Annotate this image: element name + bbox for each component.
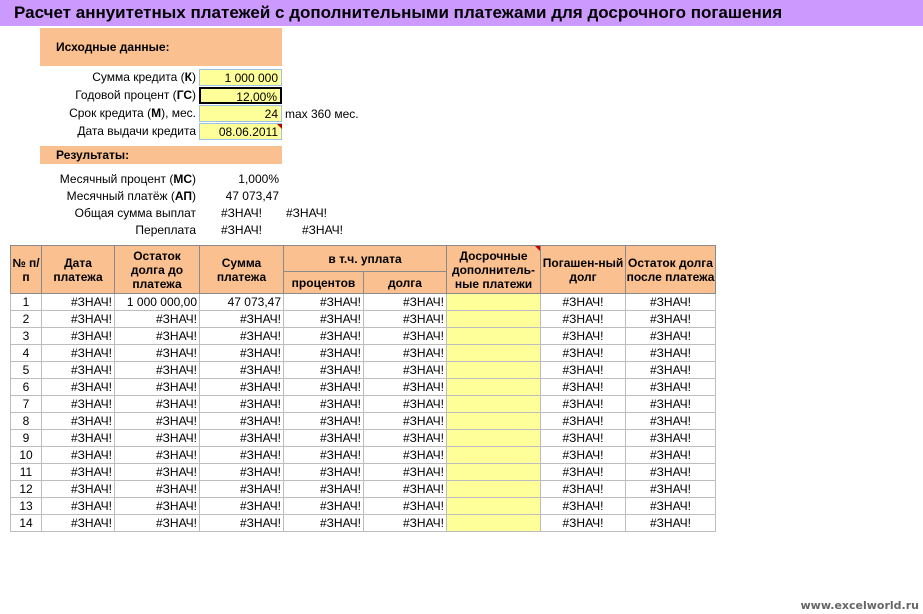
cell-extra[interactable]	[447, 413, 541, 430]
sheet-title: Расчет аннуитетных платежей с дополнительными платежами для досрочного погашения	[0, 0, 923, 26]
cell-interest[interactable]: #ЗНАЧ!	[284, 396, 364, 413]
cell-balance-after[interactable]: #ЗНАЧ!	[626, 515, 716, 532]
cell-interest[interactable]: #ЗНАЧ!	[284, 311, 364, 328]
cell-num[interactable]: 3	[11, 328, 42, 345]
cell-balance-after[interactable]: #ЗНАЧ!	[626, 464, 716, 481]
cell-balance-before[interactable]: #ЗНАЧ!	[115, 515, 200, 532]
cell-date[interactable]: #ЗНАЧ!	[42, 362, 115, 379]
cell-repaid[interactable]: #ЗНАЧ!	[541, 345, 626, 362]
cell-payment[interactable]: #ЗНАЧ!	[200, 379, 284, 396]
cell-extra[interactable]	[447, 362, 541, 379]
cell-balance-before[interactable]: #ЗНАЧ!	[115, 498, 200, 515]
cell-interest[interactable]: #ЗНАЧ!	[284, 379, 364, 396]
cell-interest[interactable]: #ЗНАЧ!	[284, 498, 364, 515]
cell-balance-after[interactable]: #ЗНАЧ!	[626, 379, 716, 396]
cell-balance-after[interactable]: #ЗНАЧ!	[626, 294, 716, 311]
comment-marker-icon[interactable]	[535, 246, 540, 251]
table-row	[11, 379, 716, 396]
total-value-2: #ЗНАЧ!	[286, 206, 327, 220]
cell-balance-before[interactable]: 1 000 000,00	[115, 294, 200, 311]
cell-interest[interactable]: #ЗНАЧ!	[284, 362, 364, 379]
cell-num[interactable]: 13	[11, 498, 42, 515]
cell-interest[interactable]: #ЗНАЧ!	[284, 515, 364, 532]
cell-balance-after[interactable]: #ЗНАЧ!	[626, 430, 716, 447]
cell-date[interactable]: #ЗНАЧ!	[42, 396, 115, 413]
cell-date[interactable]: #ЗНАЧ!	[42, 328, 115, 345]
cell-debt[interactable]: #ЗНАЧ!	[364, 294, 447, 311]
cell-payment[interactable]: #ЗНАЧ!	[200, 362, 284, 379]
loan-amount-input[interactable]: 1 000 000	[199, 69, 282, 86]
cell-balance-after[interactable]: #ЗНАЧ!	[626, 345, 716, 362]
cell-extra[interactable]	[447, 311, 541, 328]
cell-num[interactable]: 7	[11, 396, 42, 413]
cell-repaid[interactable]: #ЗНАЧ!	[541, 362, 626, 379]
cell-payment[interactable]: #ЗНАЧ!	[200, 430, 284, 447]
cell-repaid[interactable]: #ЗНАЧ!	[541, 396, 626, 413]
col-header-payment: Сумма платежа	[200, 246, 284, 294]
cell-extra[interactable]	[447, 294, 541, 311]
loan-amount-label: Сумма кредита (К)	[92, 70, 196, 84]
cell-date[interactable]: #ЗНАЧ!	[42, 481, 115, 498]
overpay-value-2: #ЗНАЧ!	[302, 223, 343, 237]
cell-num[interactable]: 4	[11, 345, 42, 362]
term-label: Срок кредита (М), мес.	[69, 106, 196, 120]
col-header-interest: процентов	[284, 272, 364, 294]
cell-payment[interactable]: #ЗНАЧ!	[200, 311, 284, 328]
table-row	[11, 481, 716, 498]
table-row	[11, 515, 716, 532]
overpay-label: Переплата	[135, 223, 196, 237]
table-row	[11, 447, 716, 464]
cell-balance-after[interactable]: #ЗНАЧ!	[626, 362, 716, 379]
cell-payment[interactable]: #ЗНАЧ!	[200, 396, 284, 413]
table-row	[11, 311, 716, 328]
cell-payment[interactable]: #ЗНАЧ!	[200, 413, 284, 430]
cell-balance-after[interactable]: #ЗНАЧ!	[626, 498, 716, 515]
cell-date[interactable]: #ЗНАЧ!	[42, 464, 115, 481]
cell-num[interactable]: 12	[11, 481, 42, 498]
cell-repaid[interactable]: #ЗНАЧ!	[541, 294, 626, 311]
cell-num[interactable]: 2	[11, 311, 42, 328]
cell-repaid[interactable]: #ЗНАЧ!	[541, 498, 626, 515]
cell-num[interactable]: 8	[11, 413, 42, 430]
cell-debt[interactable]: #ЗНАЧ!	[364, 481, 447, 498]
table-row	[11, 345, 716, 362]
cell-date[interactable]: #ЗНАЧ!	[42, 430, 115, 447]
monthly-rate-label: Месячный процент (МС)	[59, 172, 196, 186]
table-row	[11, 430, 716, 447]
cell-debt[interactable]: #ЗНАЧ!	[364, 413, 447, 430]
cell-extra[interactable]	[447, 379, 541, 396]
monthly-payment-label: Месячный платёж (АП)	[66, 189, 196, 203]
cell-interest[interactable]: #ЗНАЧ!	[284, 413, 364, 430]
table-row	[11, 413, 716, 430]
cell-interest[interactable]: #ЗНАЧ!	[284, 447, 364, 464]
cell-debt[interactable]: #ЗНАЧ!	[364, 345, 447, 362]
col-header-num: № п/п	[11, 246, 42, 294]
cell-balance-before[interactable]: #ЗНАЧ!	[115, 396, 200, 413]
cell-debt[interactable]: #ЗНАЧ!	[364, 396, 447, 413]
cell-repaid[interactable]: #ЗНАЧ!	[541, 413, 626, 430]
cell-repaid[interactable]: #ЗНАЧ!	[541, 464, 626, 481]
cell-repaid[interactable]: #ЗНАЧ!	[541, 447, 626, 464]
cell-balance-after[interactable]: #ЗНАЧ!	[626, 311, 716, 328]
cell-balance-after[interactable]: #ЗНАЧ!	[626, 396, 716, 413]
cell-repaid[interactable]: #ЗНАЧ!	[541, 379, 626, 396]
cell-balance-after[interactable]: #ЗНАЧ!	[626, 447, 716, 464]
cell-balance-after[interactable]: #ЗНАЧ!	[626, 481, 716, 498]
cell-num[interactable]: 5	[11, 362, 42, 379]
cell-interest[interactable]: #ЗНАЧ!	[284, 294, 364, 311]
cell-debt[interactable]: #ЗНАЧ!	[364, 515, 447, 532]
cell-interest[interactable]: #ЗНАЧ!	[284, 464, 364, 481]
cell-extra[interactable]	[447, 447, 541, 464]
cell-extra[interactable]	[447, 396, 541, 413]
cell-balance-before[interactable]: #ЗНАЧ!	[115, 447, 200, 464]
cell-repaid[interactable]: #ЗНАЧ!	[541, 515, 626, 532]
cell-num[interactable]: 6	[11, 379, 42, 396]
cell-repaid[interactable]: #ЗНАЧ!	[541, 430, 626, 447]
cell-balance-before[interactable]: #ЗНАЧ!	[115, 413, 200, 430]
table-row	[11, 396, 716, 413]
cell-balance-before[interactable]: #ЗНАЧ!	[115, 345, 200, 362]
monthly-payment-value: 47 073,47	[225, 189, 279, 203]
cell-extra[interactable]	[447, 328, 541, 345]
col-header-balance-after: Остаток долга после платежа	[626, 246, 716, 294]
cell-debt[interactable]: #ЗНАЧ!	[364, 311, 447, 328]
table-row	[11, 328, 716, 345]
cell-balance-before[interactable]: #ЗНАЧ!	[115, 328, 200, 345]
cell-payment[interactable]: 47 073,47	[200, 294, 284, 311]
cell-date[interactable]: #ЗНАЧ!	[42, 311, 115, 328]
cell-payment[interactable]: #ЗНАЧ!	[200, 481, 284, 498]
cell-debt[interactable]: #ЗНАЧ!	[364, 447, 447, 464]
issue-date-label: Дата выдачи кредита	[77, 124, 196, 138]
cell-interest[interactable]: #ЗНАЧ!	[284, 481, 364, 498]
cell-num[interactable]: 9	[11, 430, 42, 447]
cell-payment[interactable]: #ЗНАЧ!	[200, 464, 284, 481]
inputs-header-label: Исходные данные:	[56, 40, 170, 54]
col-header-repaid: Погашен-ный долг	[541, 246, 626, 294]
cell-balance-before[interactable]: #ЗНАЧ!	[115, 481, 200, 498]
cell-interest[interactable]: #ЗНАЧ!	[284, 430, 364, 447]
cell-debt[interactable]: #ЗНАЧ!	[364, 464, 447, 481]
cell-extra[interactable]	[447, 481, 541, 498]
overpay-value-1: #ЗНАЧ!	[221, 223, 262, 237]
cell-date[interactable]: #ЗНАЧ!	[42, 447, 115, 464]
cell-date[interactable]: #ЗНАЧ!	[42, 515, 115, 532]
cell-date[interactable]: #ЗНАЧ!	[42, 294, 115, 311]
cell-num[interactable]: 14	[11, 515, 42, 532]
inputs-header	[40, 28, 282, 66]
cell-extra[interactable]	[447, 345, 541, 362]
cell-date[interactable]: #ЗНАЧ!	[42, 379, 115, 396]
cell-payment[interactable]: #ЗНАЧ!	[200, 447, 284, 464]
payment-schedule-table	[10, 245, 716, 532]
cell-num[interactable]: 11	[11, 464, 42, 481]
cell-interest[interactable]: #ЗНАЧ!	[284, 345, 364, 362]
table-row	[11, 464, 716, 481]
cell-debt[interactable]: #ЗНАЧ!	[364, 328, 447, 345]
comment-marker-icon[interactable]	[277, 124, 282, 129]
total-value-1: #ЗНАЧ!	[221, 206, 262, 220]
table-row	[11, 294, 716, 311]
cell-balance-before[interactable]: #ЗНАЧ!	[115, 362, 200, 379]
cell-balance-before[interactable]: #ЗНАЧ!	[115, 311, 200, 328]
monthly-rate-value: 1,000%	[238, 172, 279, 186]
cell-num[interactable]: 10	[11, 447, 42, 464]
cell-payment[interactable]: #ЗНАЧ!	[200, 515, 284, 532]
cell-debt[interactable]: #ЗНАЧ!	[364, 498, 447, 515]
cell-date[interactable]: #ЗНАЧ!	[42, 413, 115, 430]
issue-date-input[interactable]: 08.06.2011	[199, 123, 282, 140]
term-input[interactable]: 24	[199, 105, 282, 122]
table-row	[11, 498, 716, 515]
cell-date[interactable]: #ЗНАЧ!	[42, 498, 115, 515]
term-note: max 360 мес.	[285, 107, 359, 121]
cell-repaid[interactable]: #ЗНАЧ!	[541, 481, 626, 498]
cell-repaid[interactable]: #ЗНАЧ!	[541, 311, 626, 328]
cell-date[interactable]: #ЗНАЧ!	[42, 345, 115, 362]
results-header-label: Результаты:	[56, 148, 130, 162]
cell-num[interactable]: 1	[11, 294, 42, 311]
col-header-balance-before: Остаток долга до платежа	[115, 246, 200, 294]
cell-repaid[interactable]: #ЗНАЧ!	[541, 328, 626, 345]
cell-balance-before[interactable]: #ЗНАЧ!	[115, 430, 200, 447]
results-header	[40, 146, 282, 164]
cell-debt[interactable]: #ЗНАЧ!	[364, 362, 447, 379]
cell-balance-after[interactable]: #ЗНАЧ!	[626, 413, 716, 430]
cell-balance-before[interactable]: #ЗНАЧ!	[115, 464, 200, 481]
cell-extra[interactable]	[447, 498, 541, 515]
cell-extra[interactable]	[447, 515, 541, 532]
cell-extra[interactable]	[447, 430, 541, 447]
col-header-incl: в т.ч. уплата	[284, 246, 447, 272]
col-header-extra: Досрочные дополнитель-ные платежи	[447, 246, 541, 294]
annual-rate-input[interactable]: 12,00%	[199, 87, 282, 104]
col-header-debt: долга	[364, 272, 447, 294]
cell-extra[interactable]	[447, 464, 541, 481]
table-row	[11, 362, 716, 379]
cell-debt[interactable]: #ЗНАЧ!	[364, 430, 447, 447]
cell-payment[interactable]: #ЗНАЧ!	[200, 498, 284, 515]
annual-rate-label: Годовой процент (ГС)	[75, 88, 196, 102]
cell-debt[interactable]: #ЗНАЧ!	[364, 379, 447, 396]
cell-balance-before[interactable]: #ЗНАЧ!	[115, 379, 200, 396]
cell-payment[interactable]: #ЗНАЧ!	[200, 328, 284, 345]
cell-balance-after[interactable]: #ЗНАЧ!	[626, 328, 716, 345]
cell-interest[interactable]: #ЗНАЧ!	[284, 328, 364, 345]
col-header-date: Дата платежа	[42, 246, 115, 294]
cell-payment[interactable]: #ЗНАЧ!	[200, 345, 284, 362]
total-label: Общая сумма выплат	[74, 206, 196, 220]
watermark: www.excelworld.ru	[800, 599, 919, 612]
